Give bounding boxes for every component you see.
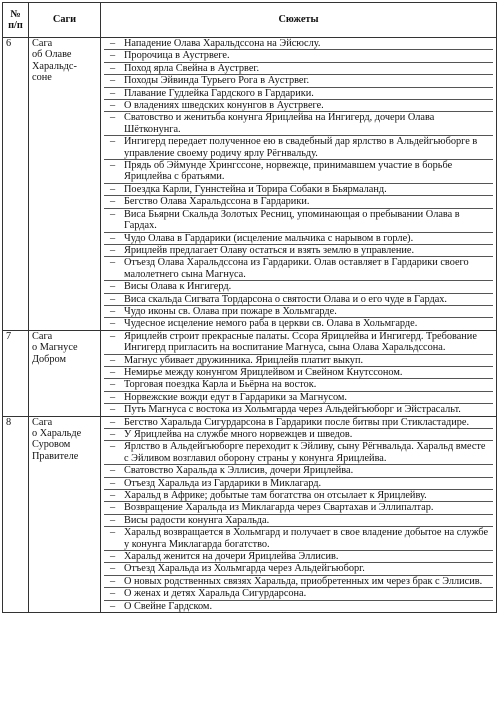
plot-text: Сватовство и женитьба конунга Ярицлейва на Ингигерд, дочери Олава Шётконунга. <box>124 112 435 135</box>
dash-bullet: – <box>110 38 116 49</box>
dash-bullet: – <box>110 232 116 244</box>
plot-text: Магнус убивает дружинника. Ярицлейв платит выкуп. <box>124 354 364 366</box>
plot-text: О женах и детях Харальда Сигурдарсона. <box>124 588 307 600</box>
saga-title <box>29 330 101 416</box>
plot-item <box>104 294 493 306</box>
plot-item <box>104 196 493 208</box>
saga-title-line: Сага <box>32 38 53 49</box>
plot-item <box>104 63 493 75</box>
plot-text: Чудо иконы св. Олава при пожаре в Хольмгарде. <box>124 305 337 317</box>
dash-bullet: – <box>110 183 116 195</box>
row-number: 8 <box>3 416 29 613</box>
plot-text: Висы Олава к Ингигерд. <box>124 281 232 293</box>
plot-text: Отъезд Харальда из Гардарики в Миклагард. <box>124 477 322 489</box>
saga-title-line: Правителе <box>32 450 79 462</box>
plot-item <box>104 527 493 551</box>
plot-item <box>104 331 493 355</box>
plots-cell <box>101 38 497 331</box>
dash-bullet: – <box>110 366 116 378</box>
dash-bullet: – <box>110 305 116 317</box>
plot-item <box>104 281 493 293</box>
plot-text: Ярицлейв строит прекрасные палаты. Ссора Ярицлейва и Ингигерд. Требование Ингигерд пригласить на воспитание Магнуса, сына Олава Харальдссона. <box>124 330 477 354</box>
plot-text: Походы Эйвинда Турьего Рога в Аустрвег. <box>124 75 310 87</box>
plot-item <box>104 563 493 575</box>
plot-text: Чудо Олава в Гардарики (исцеление мальчика с нарывом в горле). <box>124 232 414 244</box>
plot-item <box>104 50 493 62</box>
plot-item <box>104 576 493 588</box>
sagas-table <box>2 2 497 613</box>
plot-text: Возвращение Харальда из Миклагарда через Свартахав и Эллипалтар. <box>124 502 434 514</box>
dash-bullet: – <box>110 50 116 62</box>
dash-bullet: – <box>110 257 116 269</box>
plot-text: Плавание Гудлейка Гардского в Гардарики. <box>124 87 314 99</box>
plot-item <box>104 588 493 600</box>
dash-bullet: – <box>110 196 116 208</box>
dash-bullet: – <box>110 160 116 172</box>
plot-item <box>104 100 493 112</box>
table-row <box>3 416 497 613</box>
dash-bullet: – <box>110 502 116 514</box>
plot-text: Сватовство Харальда к Эллисив, дочери Ярицлейва. <box>124 465 354 477</box>
dash-bullet: – <box>110 588 116 600</box>
plot-text: Ингигерд передает полученное ею в свадебный дар ярлство в Альдейгьюборге в управление своему родичу ярлу Рёгнвальду. <box>124 136 478 159</box>
plot-text: О владениях шведских конунгов в Аустрвеге. <box>124 100 324 112</box>
dash-bullet: – <box>110 404 116 416</box>
plot-item <box>104 38 493 50</box>
dash-bullet: – <box>110 563 116 575</box>
plot-item <box>104 551 493 563</box>
plot-item <box>104 502 493 514</box>
plot-text: Бегство Олава Харальдссона в Гардарики. <box>124 196 310 208</box>
dash-bullet: – <box>110 600 116 612</box>
plot-text: О Свейне Гардском. <box>124 600 213 612</box>
plot-item <box>104 379 493 391</box>
plot-text: Торговая поездка Карла и Бьёрна на восток. <box>124 379 317 391</box>
plot-text: Висы радости конунга Харальда. <box>124 514 270 526</box>
plot-item <box>104 465 493 477</box>
plot-item <box>104 417 493 429</box>
saga-title-line: Сага <box>32 330 53 342</box>
plot-item <box>104 209 493 233</box>
dash-bullet: – <box>110 490 116 502</box>
plot-item <box>104 367 493 379</box>
dash-bullet: – <box>110 527 116 539</box>
dash-bullet: – <box>110 100 116 112</box>
saga-title <box>29 38 101 331</box>
plot-item <box>104 601 493 612</box>
dash-bullet: – <box>110 318 116 330</box>
plot-text: Харальд в Африке; добытые там богатства он отсылает к Ярицлейву. <box>124 490 427 502</box>
dash-bullet: – <box>110 354 116 366</box>
saga-title <box>29 416 101 613</box>
dash-bullet: – <box>110 244 116 256</box>
plot-item <box>104 233 493 245</box>
dash-bullet: – <box>110 477 116 489</box>
plot-item <box>104 112 493 136</box>
plots-cell <box>101 416 497 613</box>
plot-text: У Ярицлейва на службе много норвежцев и шведов. <box>124 429 353 440</box>
header-number: № п/п <box>3 3 29 38</box>
row-number: 7 <box>3 330 29 416</box>
plot-text: Ярицлейв предлагает Олаву остаться и взять землю в управление. <box>124 244 415 256</box>
dash-bullet: – <box>110 416 116 428</box>
plot-item <box>104 257 493 281</box>
dash-bullet: – <box>110 514 116 526</box>
dash-bullet: – <box>110 62 116 74</box>
dash-bullet: – <box>110 293 116 305</box>
plot-item <box>104 490 493 502</box>
plot-text: Чудесное исцеление немого раба в церкви св. Олава в Хольмгарде. <box>124 318 418 330</box>
dash-bullet: – <box>110 391 116 403</box>
plot-item <box>104 136 493 160</box>
header-sagas: Саги <box>29 3 101 38</box>
plot-text: Отъезд Харальда из Хольмгарда через Альдейгьюборг. <box>124 563 365 575</box>
plot-item <box>104 160 493 184</box>
plot-text: Харальд женится на дочери Ярицлейва Эллисив. <box>124 551 339 563</box>
plot-text: Пророчица в Аустрвеге. <box>124 50 230 62</box>
saga-title-line: соне <box>32 72 52 84</box>
row-number: 6 <box>3 38 29 331</box>
plot-item <box>104 404 493 415</box>
plot-text: Прядь об Эймунде Хрингссоне, норвежце, принимавшем участие в борьбе Ярицлейва с братьями. <box>124 160 453 183</box>
plot-item <box>104 245 493 257</box>
plot-item <box>104 75 493 87</box>
dash-bullet: – <box>110 330 116 342</box>
dash-bullet: – <box>110 379 116 391</box>
dash-bullet: – <box>110 112 116 124</box>
plot-item <box>104 429 493 441</box>
table-row <box>3 330 497 416</box>
saga-title-line: Сага <box>32 416 53 428</box>
dash-bullet: – <box>110 465 116 477</box>
plot-item <box>104 478 493 490</box>
plot-text: Путь Магнуса с востока из Хольмгарда через Альдейгьюборг и Эйстрасальт. <box>124 404 461 416</box>
plot-item <box>104 88 493 100</box>
dash-bullet: – <box>110 575 116 587</box>
plot-item <box>104 392 493 404</box>
plot-text: Ярлство в Альдейгьюборге переходит к Эйливу, сыну Рёгнвальда. Харальд вместе с Эйливом возглавил оборону страны у конунга Ярицлейва. <box>124 441 486 464</box>
dash-bullet: – <box>110 441 116 453</box>
plot-item <box>104 355 493 367</box>
dash-bullet: – <box>110 75 116 87</box>
saga-title-line: об Олаве <box>32 49 72 61</box>
dash-bullet: – <box>110 551 116 563</box>
plot-text: Немирье между конунгом Ярицлейвом и Свейном Кнутссоном. <box>124 366 403 378</box>
saga-title-line: о Харальде <box>32 428 82 439</box>
plots-cell <box>101 330 497 416</box>
dash-bullet: – <box>110 208 116 220</box>
plot-text: Поездка Карли, Гуннстейна и Торира Собаки в Бьярмаланд. <box>124 183 387 195</box>
plot-item <box>104 184 493 196</box>
plot-text: Отъезд Олава Харальдссона из Гардарики. Олав оставляет в Гардарики своего малолетнего сына Магнуса. <box>124 257 469 280</box>
plot-text: Виса Бьярни Скальда Золотых Ресниц, упоминающая о пребывании Олава в Гардах. <box>124 208 460 232</box>
plot-text: Поход ярла Свейна в Аустрвег. <box>124 62 260 74</box>
plot-text: Харальд возвращается в Хольмгард и получает в свое владение добытое на службе у конунга Миклагарда богатство. <box>124 527 489 550</box>
dash-bullet: – <box>110 87 116 99</box>
saga-title-line: Суровом <box>32 439 71 451</box>
plot-text: Норвежские вожди едут в Гардарики за Магнусом. <box>124 391 347 403</box>
header-row <box>3 3 497 38</box>
plot-item <box>104 306 493 318</box>
dash-bullet: – <box>110 136 116 148</box>
plot-text: Бегство Харальда Сигурдарсона в Гардарики после битвы при Стикластадире. <box>124 416 470 428</box>
plot-text: О новых родственных связях Харальда, приобретенных им через брак с Эллисив. <box>124 575 483 587</box>
saga-title-line: Добром <box>32 353 67 365</box>
plot-item <box>104 441 493 465</box>
table-row <box>3 38 497 331</box>
plot-item <box>104 318 493 329</box>
dash-bullet: – <box>110 429 116 440</box>
dash-bullet: – <box>110 281 116 293</box>
saga-title-line: Харальдс- <box>32 60 77 72</box>
saga-title-line: о Магнусе <box>32 342 78 354</box>
header-plots: Сюжеты <box>101 3 497 38</box>
table-body <box>3 38 497 613</box>
plot-item <box>104 515 493 527</box>
plot-text: Виса скальда Сигвата Тордарсона о святости Олава и о его чуде в Гардах. <box>124 293 447 305</box>
plot-text: Нападение Олава Харальдссона на Эйсюслу. <box>124 38 321 49</box>
